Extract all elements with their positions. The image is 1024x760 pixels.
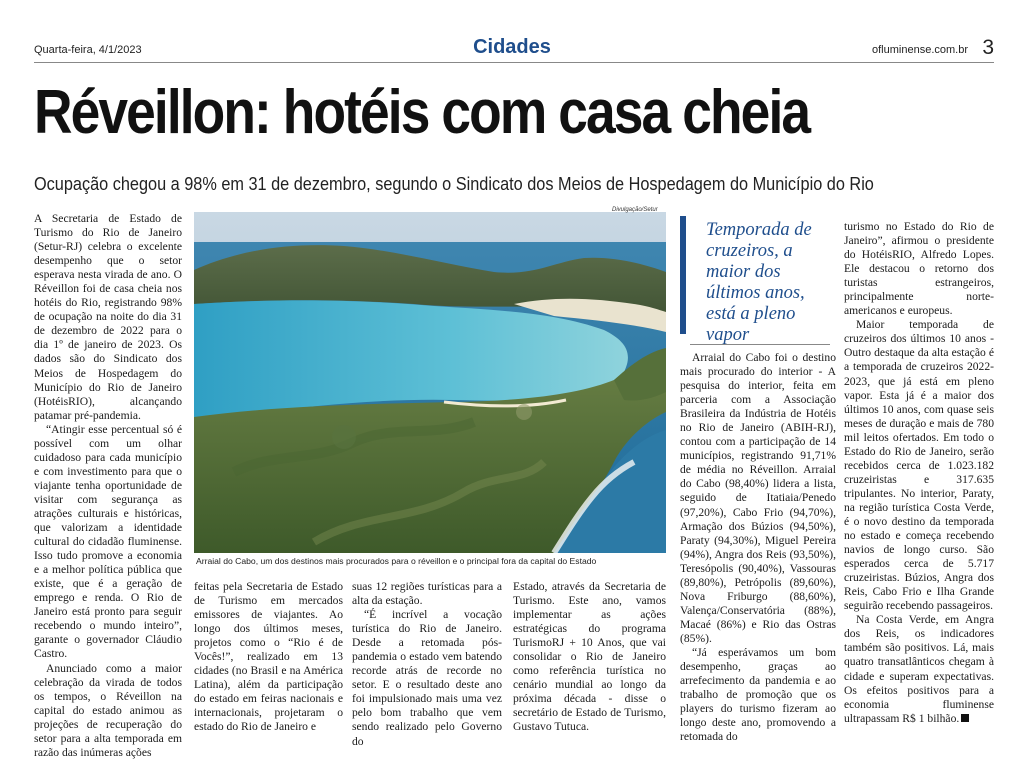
paragraph: suas 12 regiões turísticas para a alta da estação. [352, 580, 502, 608]
article-column-1 [34, 212, 182, 760]
article-photo [194, 212, 666, 553]
paragraph: A Secretaria de Estado de Turismo do Rio de Janeiro (Setur-RJ) celebra o excelente desempenho que o setor esperava nesta virada de ano. O Réveillon foi de casa cheia nos hotéis do Rio, registrando 98% de ocupação na noite do dia 31 de dezembro de 2022 para o dia 1º de janeiro de 2023. Os dados são do Sindicato dos Meios de Hospedagem do Município do Rio de Janeiro (HotéisRIO), alcançando patamar pré-pandemia. [34, 212, 182, 422]
site-url: ofluminense.com.br [872, 44, 968, 56]
header-date: Quarta-feira, 4/1/2023 [34, 44, 142, 56]
page-number: 3 [982, 36, 994, 59]
pull-quote-rule [690, 344, 830, 345]
pull-quote [680, 216, 830, 345]
paragraph-text: Na Costa Verde, em Angra dos Reis, os indicadores também são positivos. Lá, mais quatro transatlânticos chegam à cidade e superam expectativas. Os efeitos positivos para a economia fluminense ultrapassam R$ 1 bilhão. [844, 613, 994, 725]
article-column-5 [680, 351, 836, 744]
photo-caption: Arraial do Cabo, um dos destinos mais procurados para o réveillon e o principal fora da capital do Estado [196, 556, 597, 566]
paragraph: turismo no Estado do Rio de Janeiro”, afirmou o presidente do HotéisRIO, Alfredo Lopes. Ele destacou o retorno dos turistas estrangeiros, principalmente norte-americanos e europeus. [844, 220, 994, 318]
headline: Réveillon: hotéis com casa cheia [34, 78, 810, 147]
end-of-article-mark [961, 714, 969, 722]
paragraph: “Já esperávamos um bom desempenho, graças ao arrefecimento da pandemia e ao trabalho de promoção que os players do turismo fizeram ao longo deste ano, promovendo a retomada do [680, 645, 836, 744]
article-column-6 [844, 220, 994, 726]
paragraph-final [844, 613, 994, 725]
paragraph: Maior temporada de cruzeiros dos últimos 10 anos - Outro destaque da alta estação é a temporada de cruzeiros 2022-2023, que já está em pleno vapor. Esta já é a maior dos últimos 10 anos, com quase seis meses de duração e mais de 780 mil leitos ofertados. Em todo o Estado do Rio de Janeiro, serão recebidos cerca de 1.023.182 cruzeiristas e 317.635 tripulantes. No interior, Paraty, na região turística Costa Verde, é o novo destino da temporada no estado e começa recebendo navios de longo curso. São esperados cerca de 5.717 cruzeiristas. Búzios, Angra dos Reis, Cabo Frio e Ilha Grande seguirão recebendo passageiros. [844, 318, 994, 613]
article-column-4 [513, 580, 666, 735]
section-title: Cidades [473, 36, 551, 58]
subtitle: Ocupação chegou a 98% em 31 de dezembro, segundo o Sindicato dos Meios de Hospedagem do Município do Rio [34, 173, 874, 194]
paragraph: Estado, através da Secretaria de Turismo. Este ano, vamos implementar as ações estratégicas do programa TurismoRJ + 10 Anos, que vai consolidar o Rio de Janeiro como referência turística no cenário mundial ao longo da próxima década - disse o secretário de Estado de Turismo, Gustavo Tutuca. [513, 580, 666, 734]
paragraph: Anunciado como a maior celebração da virada de todos os tempos, o Réveillon na capital do estado animou as projeções de recuperação do setor para a alta temporada em razão das inúmeras ações [34, 661, 182, 759]
paragraph: Arraial do Cabo foi o destino mais procurado do interior - A pesquisa do interior, feita em parceria com a Associação Brasileira da Indústria de Hotéis no Rio de Janeiro (ABIH-RJ), contou com a participação de 14 municípios, registrando 91,71% de média no Réveillon. Arraial do Cabo (98,40%) lidera a lista, seguido de Itatiaia/Penedo (97,20%), Cabo Frio (94,70%), Armação dos Búzios (94,50%), Paraty (94,30%), Miguel Pereira (94%), Angra dos Reis (93,50%), Teresópolis (90,40%), Vassouras (89,80%), Petrópolis (89,60%), Nova Friburgo (88,60%), Valença/Conservatória (88%), Macaé (86%) e Rio das Ostras (85%). [680, 351, 836, 645]
aerial-coast-image [194, 212, 666, 553]
pull-quote-text: Temporada de cruzeiros, a maior dos últimos anos, está a pleno vapor [706, 220, 812, 345]
paragraph: “Atingir esse percentual só é possível com um olhar cuidadoso para cada município e com investimento para que o viajante tenha oportunidade de visitar com segurança as atrações culturais e históricas, que valorizam a identidade cultural do cidadão fluminense. Isso tudo promove a economia e a melhor política pública que existe, que é a geração de emprego e renda. O Rio de Janeiro está pronto para seguir recebendo o mundo inteiro”, garante o governador Cláudio Castro. [34, 422, 182, 661]
article-column-2 [194, 580, 343, 735]
paragraph: feitas pela Secretaria de Estado de Turismo em mercados emissores de viajantes. Ao longo dos últimos meses, projetos como o “Rio é de Vocês!”, realizado em 13 cidades (no Brasil e na América Latina), além da participação do estado em feiras nacionais e internacionais, projetaram o estado do Rio de Janeiro e [194, 580, 343, 734]
pull-quote-bar [680, 216, 686, 334]
paragraph: “É incrível a vocação turística do Rio de Janeiro. Desde a retomada pós-pandemia o estado vem batendo recorde atrás de recorde no setor. E o resultado deste ano foi impulsionado mais uma vez pelo bom trabalho que vem sendo realizado pelo Governo do [352, 608, 502, 748]
article-column-3 [352, 580, 502, 749]
photo-credit: Divulgação/Setur [612, 207, 658, 213]
header-rule [34, 62, 994, 63]
